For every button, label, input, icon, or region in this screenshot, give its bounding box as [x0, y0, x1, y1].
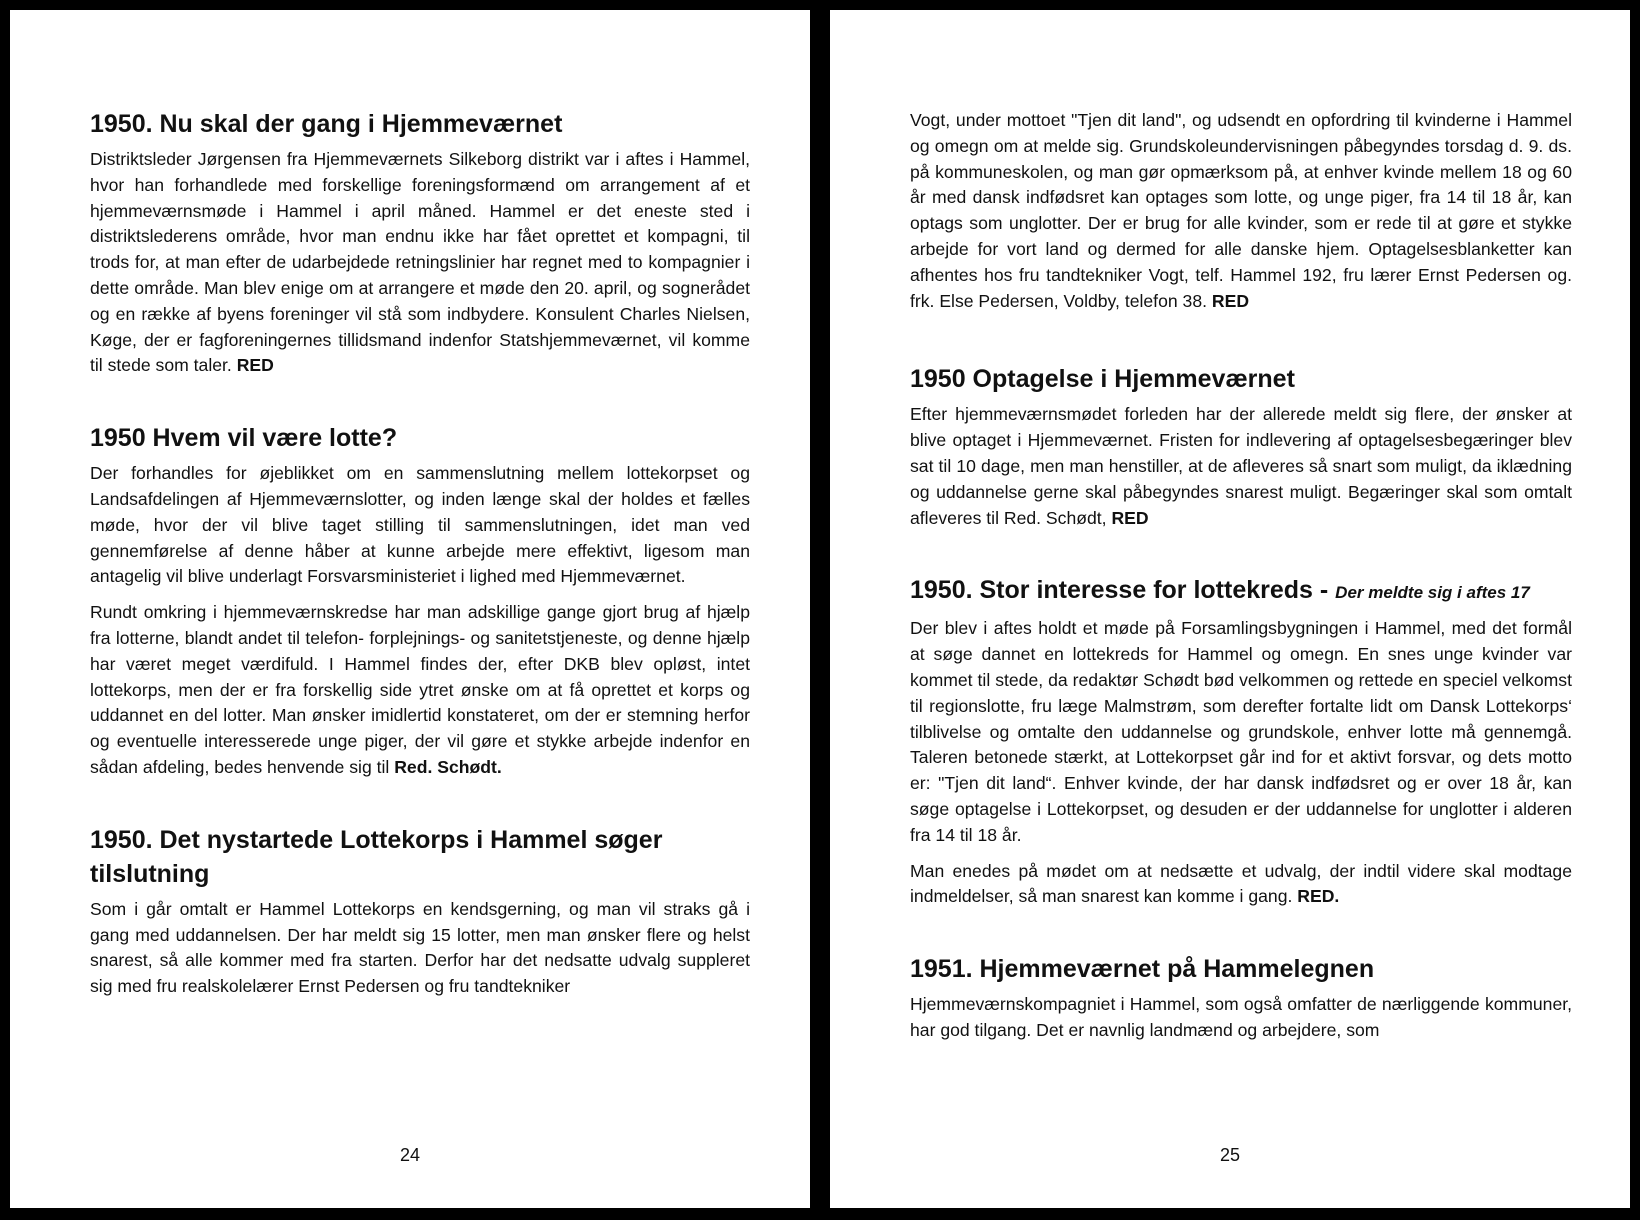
article-paragraph: Der forhandles for øjeblikket om en sammenslutning mellem lottekorpset og Landsafdelingen af Hjemmeværnslotter, og inden længe skal der holdes et fælles møde, hvor der vil blive taget stilling til sammenslutningen, idet man ved gennemførelse af denne håber at kunne arbejde mere effektivt, ligesom man antagelig vil blive underlagt Forsvarsministeriet i lighed med Hjemmeværnet.: [90, 463, 750, 587]
signature-red-schodt: Red. Schødt.: [394, 756, 502, 777]
article-title: 1950. Det nystartede Lottekorps i Hammel søger tilslutning: [90, 825, 663, 888]
continued-paragraph: Vogt, under mottoet "Tjen dit land", og udsendt en opfordring til kvinderne i Hammel og omegn om at melde sig. Grundskoleundervisningen påbegyndes torsdag d. 9. ds. på kommuneskolen, og man gør opmærksom på, at enhver kvinde mellem 18 og 60 år med dansk indfødsret kan optages som lotte, og unge piger, fra 14 til 18 år, kan optags som unglotter. Der er brug for alle kvinder, som er rede til at gøre et stykke arbejde for vort land og dermed for alle danske hjem. Optagelsesblanketter kan afhentes hos fru tandtekniker Vogt, telf. Hammel 192, fru lærer Ernst Pedersen og. frk. Else Pedersen, Voldby, telefon 38. RED: [910, 110, 1572, 311]
article-title: 1951. Hjemmeværnet på Hammelegnen: [910, 955, 1375, 984]
signature-red: RED.: [1297, 886, 1340, 907]
article-paragraph: Hjemmeværnskompagniet i Hammel, som også omfatter de nærliggende kommuner, har god tilgang. Det er navnlig landmænd og arbejdere, som: [910, 994, 1572, 1040]
article-title: 1950 Optagelse i Hjemmeværnet: [910, 365, 1295, 394]
article-paragraph: Rundt omkring i hjemmeværnskredse har man adskillige gange gjort brug af hjælp fra lotterne, blandt andet til telefon- forplejnings- og sanitetstjeneste, og denne hjælp har været meget værdifuld. I Hammel findes der, efter DKB blev opløst, intet lottekorps, men der er fra forskellig side ytret ønske om at få oprettet et korps og uddannet en del lotter. Man ønsker imidlertid konstateret, om der er stemning herfor og eventuelle interesserede unge piger, der vil gøre et stykke arbejde indenfor en sådan afdeling, bedes henvende sig til Red. Schødt.: [90, 602, 750, 777]
article-paragraph: Distriktsleder Jørgensen fra Hjemmeværnets Silkeborg distrikt var i aftes i Hammel, hvor han forhandlede med forskellige foreningsformænd om arrangement af et hjemmeværnsmøde i Hammel i april måned. Hammel er det eneste sted i distriktslederens område, hvor man endnu ikke har fået oprettet et kompagni, til trods for, at man efter de udarbejdede retningslinier har regnet med to kompagnier i dette område. Man blev enige om at arrangere et møde den 20. april, og sognerådet og en række af byens foreninger vil stå som indbydere. Konsulent Charles Nielsen, Køge, der er fagforeningernes tillidsmand indenfor Statshjemmeværnet, vil komme til stede som taler. RED: [90, 149, 750, 376]
article-paragraph: Der blev i aftes holdt et møde på Forsamlingsbygningen i Hammel, med det formål at søge dannet en lottekreds for Hammel og omegn. En snes unge kvinder var kommet til stede, da redaktør Schødt bød velkommen og rettede en speciel velkomst til regionslotte, fru læge Malmstrøm, som derefter fortalte lidt om Dansk Lottekorps‘ tilblivelse og omtalte den uddannelse og grundskole, enhver lotte må gennemgå. Taleren betonede stærkt, at Lottekorpset går ind for et aktivt forsvar, og dets motto er: "Tjen dit land“. Enhver kvinde, der har dansk indfødsret og er over 18 år, kan søge optagelse i Lottekorpset, og desuden er der uddannelse for unglotter i alderen fra 14 til 18 år.: [910, 618, 1572, 845]
article-subtitle: Der meldte sig i aftes 17: [1335, 583, 1530, 603]
right-page: [830, 10, 1630, 1208]
article-paragraph: Efter hjemmeværnsmødet forleden har der allerede meldt sig flere, der ønsker at blive optaget i Hjemmeværnet. Fristen for indlevering af optagelsesbegæringer blev sat til 10 dage, men man henstiller, at de afleveres så snart som muligt, da iklædning og uddannelse gerne skal påbegyndes snarest muligt. Begæringer skal som omtalt afleveres til Red. Schødt, RED: [910, 404, 1572, 528]
page-number: 25: [1219, 1145, 1241, 1165]
left-page: [10, 10, 810, 1208]
article-paragraph: Man enedes på mødet om at nedsætte et udvalg, der indtil videre skal modtage indmeldelser, så man snarest kan komme i gang. RED.: [910, 860, 1572, 907]
left-page-content: [90, 107, 750, 1010]
article-paragraph: Som i går omtalt er Hammel Lottekorps en kendsgerning, og man vil straks gå i gang med uddannelsen. Der har meldt sig 15 lotter, men man ønsker flere og helst snarest, så alle kommer med fra starten. Derfor har det nedsatte udvalg suppleret sig med fru realskolelærer Ernst Pedersen og fru tandtekniker: [90, 898, 750, 997]
signature-red: RED: [1111, 507, 1149, 528]
article-title: 1950 Hvem vil være lotte?: [90, 424, 398, 453]
signature-red: RED: [236, 355, 274, 376]
page-number: 24: [399, 1145, 421, 1165]
article-title: 1950. Stor interesse for lottekreds - Der meldte sig i aftes 17: [910, 576, 1530, 605]
article-title: 1950. Nu skal der gang i Hjemmeværnet: [90, 110, 563, 138]
signature-red: RED: [1211, 290, 1250, 311]
right-page-content: [910, 108, 1572, 1054]
